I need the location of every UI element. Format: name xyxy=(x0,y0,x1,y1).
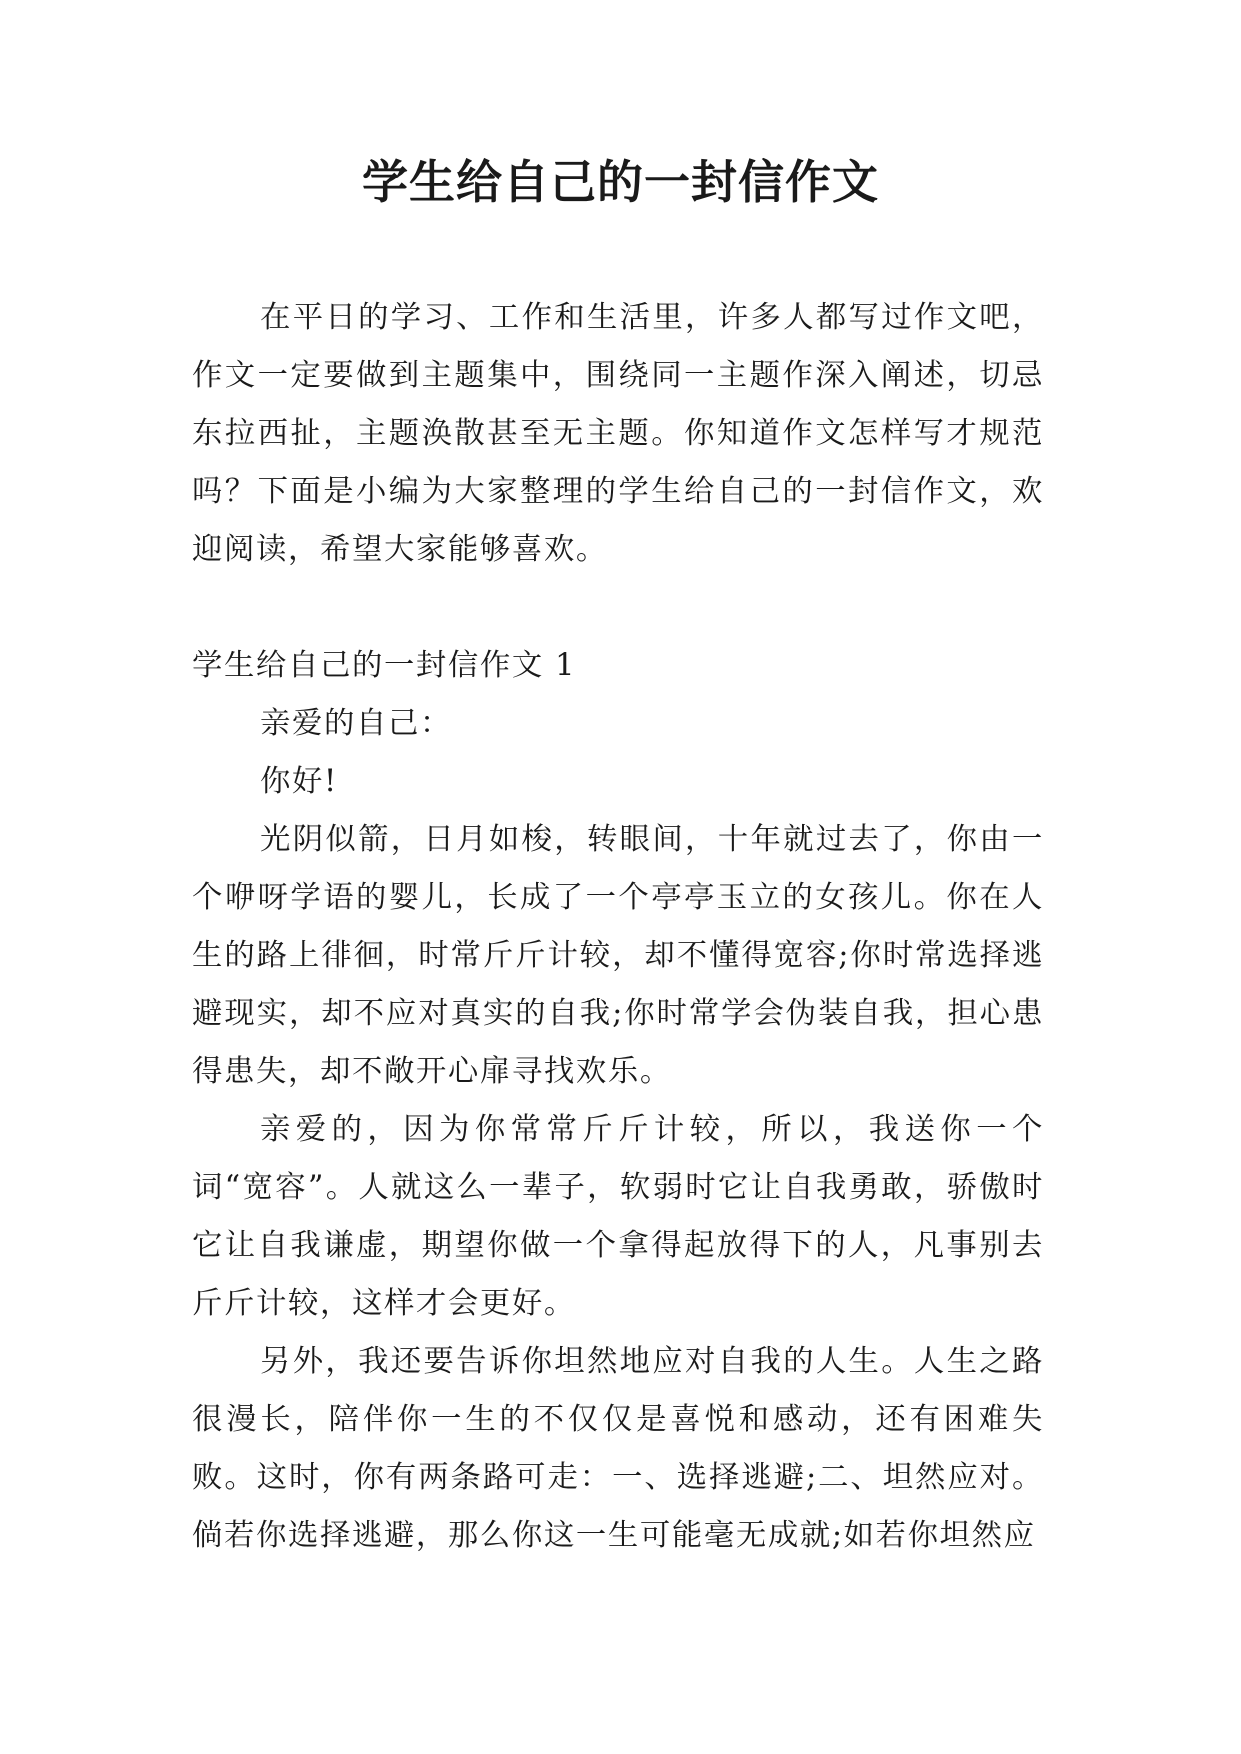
letter-salutation: 亲爱的自己： xyxy=(260,706,452,741)
document-title: 学生给自己的一封信作文 xyxy=(362,155,879,209)
letter-greeting: 你好! xyxy=(260,764,338,799)
body-paragraph: 光阴似箭，日月如梭，转眼间，十年就过去了，你由一个咿呀学语的婴儿，长成了一个亭亭玉立的女孩儿。你在人生的路上徘徊，时常斤斤计较，却不懂得宽容;你时常选择逃避现实，却不应对真实的自我;你时常学会伪装自我，担心患得患失，却不敞开心扉寻找欢乐。 xyxy=(192,822,1044,1089)
section-heading: 学生给自己的一封信作文 1 xyxy=(192,648,577,683)
document-body xyxy=(192,289,1044,1565)
body-paragraph: 亲爱的，因为你常常斤斤计较，所以，我送你一个词“宽容”。人就这么一辈子，软弱时它让自我勇敢，骄傲时它让自我谦虚，期望你做一个拿得起放得下的人，凡事别去斤斤计较，这样才会更好。 xyxy=(192,1112,1044,1321)
body-paragraph: 另外，我还要告诉你坦然地应对自我的人生。人生之路很漫长，陪伴你一生的不仅仅是喜悦和感动，还有困难失败。这时，你有两条路可走：一、选择逃避;二、坦然应对。倘若你选择逃避，那么你这一生可能毫无成就;如若你坦然应 xyxy=(192,1344,1044,1553)
intro-paragraph: 在平日的学习、工作和生活里，许多人都写过作文吧，作文一定要做到主题集中，围绕同一主题作深入阐述，切忌东拉西扯，主题涣散甚至无主题。你知道作文怎样写才规范吗？下面是小编为大家整理的学生给自己的一封信作文，欢迎阅读，希望大家能够喜欢。 xyxy=(192,300,1044,567)
